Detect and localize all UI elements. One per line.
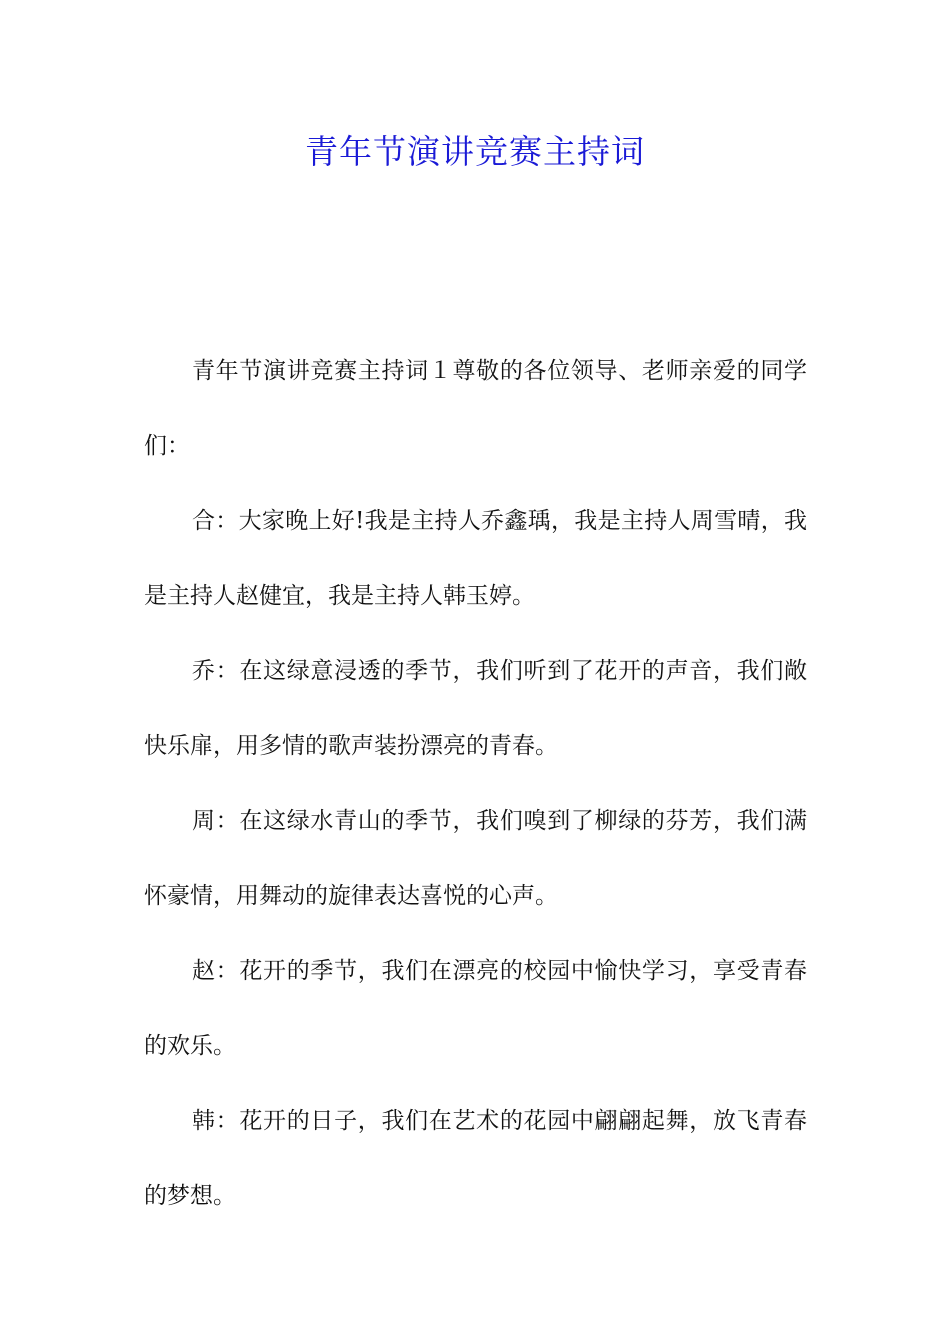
paragraph-4: 周：在这绿水青山的季节，我们嗅到了柳绿的芬芳，我们满怀豪情，用舞动的旋律表达喜悦的心声。 xyxy=(144,808,807,909)
paragraph-1: 青年节演讲竞赛主持词１尊敬的各位领导、老师亲爱的同学们： xyxy=(144,358,807,459)
document-title: 青年节演讲竞赛主持词 xyxy=(305,132,645,171)
document-body xyxy=(144,334,807,1234)
paragraph-6: 韩：花开的日子，我们在艺术的花园中翩翩起舞，放飞青春的梦想。 xyxy=(144,1108,807,1209)
paragraph-2: 合：大家晚上好!我是主持人乔鑫瑀，我是主持人周雪晴，我是主持人赵健宜，我是主持人韩玉婷。 xyxy=(144,508,807,609)
paragraph-3: 乔：在这绿意浸透的季节，我们听到了花开的声音，我们敞快乐扉，用多情的歌声装扮漂亮的青春。 xyxy=(144,658,807,759)
paragraph-5: 赵：花开的季节，我们在漂亮的校园中愉快学习，享受青春的欢乐。 xyxy=(144,958,807,1059)
